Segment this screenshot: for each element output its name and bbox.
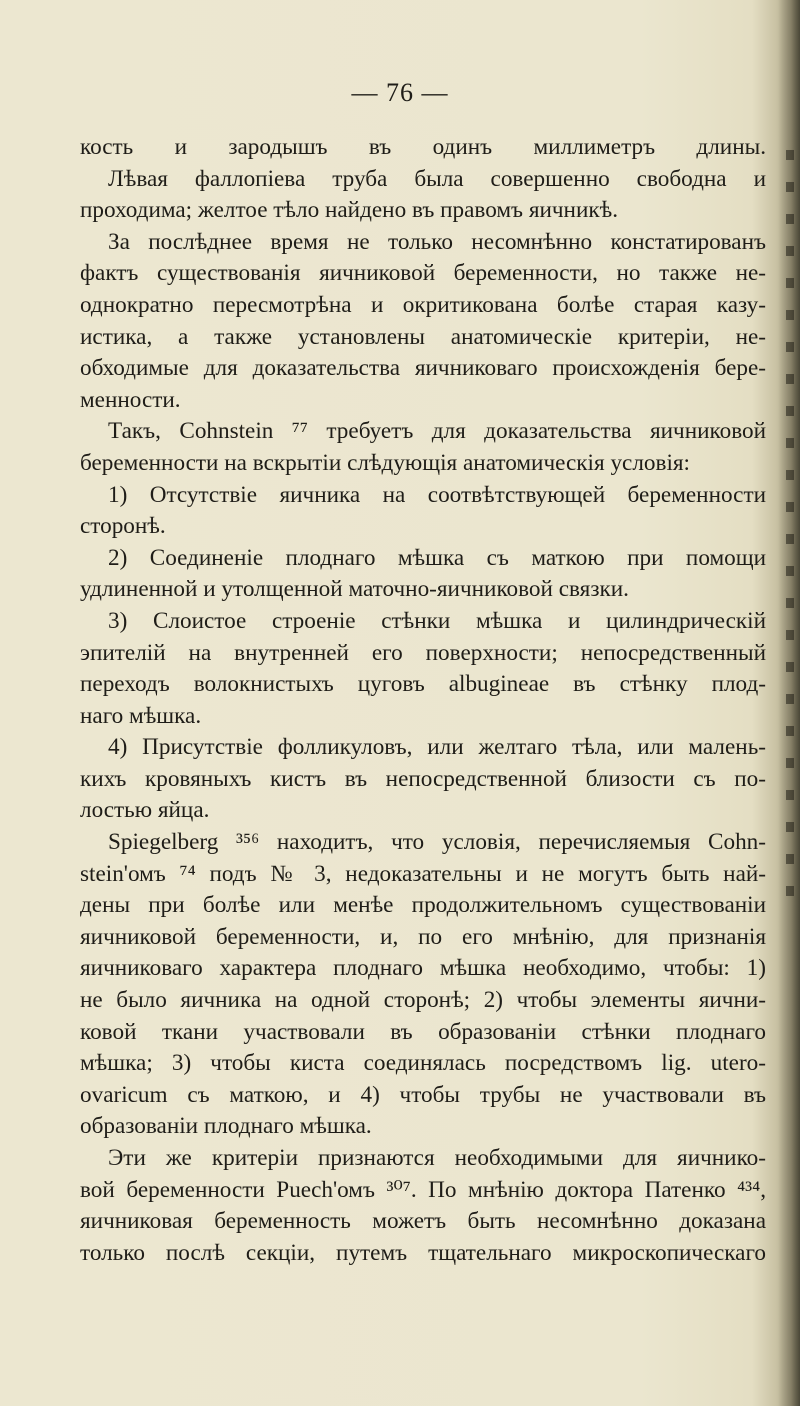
text-line: эпителій на внутренней его поверхности; непосредственный <box>80 639 766 666</box>
page-number: — 76 — <box>351 78 449 107</box>
paragraph <box>80 132 766 164</box>
text-line: 2) Соединеніе плоднаго мѣшка съ маткою при помощи <box>108 544 766 571</box>
paragraph <box>80 480 766 543</box>
text-line: ovaricum съ маткою, и 4) чтобы трубы не участвовали въ <box>80 1081 766 1108</box>
paragraph <box>80 164 766 227</box>
text-line: 4) Присутствіе фолликуловъ, или желтаго тѣла, или малень- <box>108 734 766 761</box>
text-line: ковой ткани участвовали въ образованіи стѣнки плоднаго <box>80 1018 766 1045</box>
paragraph <box>80 827 766 1143</box>
text-line: 1) Отсутствіе яичника на соотвѣтствующей беременности <box>108 481 766 508</box>
text-line: истика, а также установлены анатомическіе критеріи, не- <box>80 323 766 350</box>
text-line: вой беременности Puech'омъ ³⁰⁷. По мнѣнію доктора Патенко ⁴³⁴, <box>80 1176 766 1203</box>
text-line: кость и зародышъ въ одинъ миллиметръ длины. <box>80 134 766 160</box>
text-line: беременности на вскрытіи слѣдующія анатомическія условія: <box>80 449 690 476</box>
text-line: образованіи плоднаго мѣшка. <box>80 1113 372 1140</box>
text-line: 3) Слоистое строеніе стѣнки мѣшка и цилиндрическій <box>108 607 766 634</box>
paragraph <box>80 606 766 732</box>
paragraph <box>80 543 766 606</box>
paragraph <box>80 227 766 417</box>
text-line: сторонѣ. <box>80 513 166 540</box>
paragraph <box>80 1143 766 1269</box>
text-line: мѣшка; 3) чтобы киста соединялась посредствомъ lig. utero- <box>80 1050 766 1077</box>
text-line: Лѣвая фаллопіева труба была совершенно свободна и <box>108 165 766 192</box>
text-line: только послѣ секціи, путемъ тщательнаго микроскопическаго <box>80 1239 766 1266</box>
text-line: яичниковая беременность можетъ быть несомнѣнно доказана <box>80 1208 766 1235</box>
text-line: дены при болѣе или менѣе продолжительномъ существованіи <box>80 892 766 919</box>
text-line: не было яичника на одной сторонѣ; 2) чтобы элементы яични- <box>80 987 766 1014</box>
text-line: лостью яйца. <box>80 797 210 824</box>
text-line: проходима; желтое тѣло найдено въ правомъ яичникѣ. <box>80 197 619 224</box>
body-text <box>80 132 766 1269</box>
text-line: удлиненной и утолщенной маточно-яичниковой связки. <box>80 576 629 603</box>
text-line: переходъ волокнистыхъ цуговъ albugineae въ стѣнку плод- <box>80 671 766 698</box>
text-line: За послѣднее время не только несомнѣнно констатированъ <box>108 228 766 255</box>
text-line: кихъ кровяныхъ кистъ въ непосредственной близости съ по- <box>80 765 766 792</box>
text-line: яичниковой беременности, и, по его мнѣнію, для признанія <box>80 923 766 950</box>
text-line: яичниковаго характера плоднаго мѣшка необходимо, чтобы: 1) <box>80 955 766 982</box>
text-line: обходимые для доказательства яичниковаго происхожденія бере- <box>80 355 766 382</box>
text-line: наго мѣшка. <box>80 702 202 729</box>
text-line: Эти же критеріи признаются необходимыми для яичнико- <box>108 1145 766 1171</box>
text-line: фактъ существованія яичниковой беременности, но также не- <box>80 260 766 287</box>
text-line: Такъ, Cohnstein ⁷⁷ требуетъ для доказательства яичниковой <box>108 418 766 445</box>
text-line: stein'омъ ⁷⁴ подъ № 3, недоказательны и не могутъ быть най- <box>80 860 766 887</box>
paragraph <box>80 416 766 479</box>
paragraph <box>80 732 766 827</box>
text-line: однократно пересмотрѣна и окритикована болѣе старая казу- <box>80 291 766 318</box>
text-line: менности. <box>80 386 181 413</box>
page-edge-marks <box>786 150 794 910</box>
text-line: Spiegelberg ³⁵⁶ находитъ, что условія, перечисляемыя Cohn- <box>108 829 766 856</box>
